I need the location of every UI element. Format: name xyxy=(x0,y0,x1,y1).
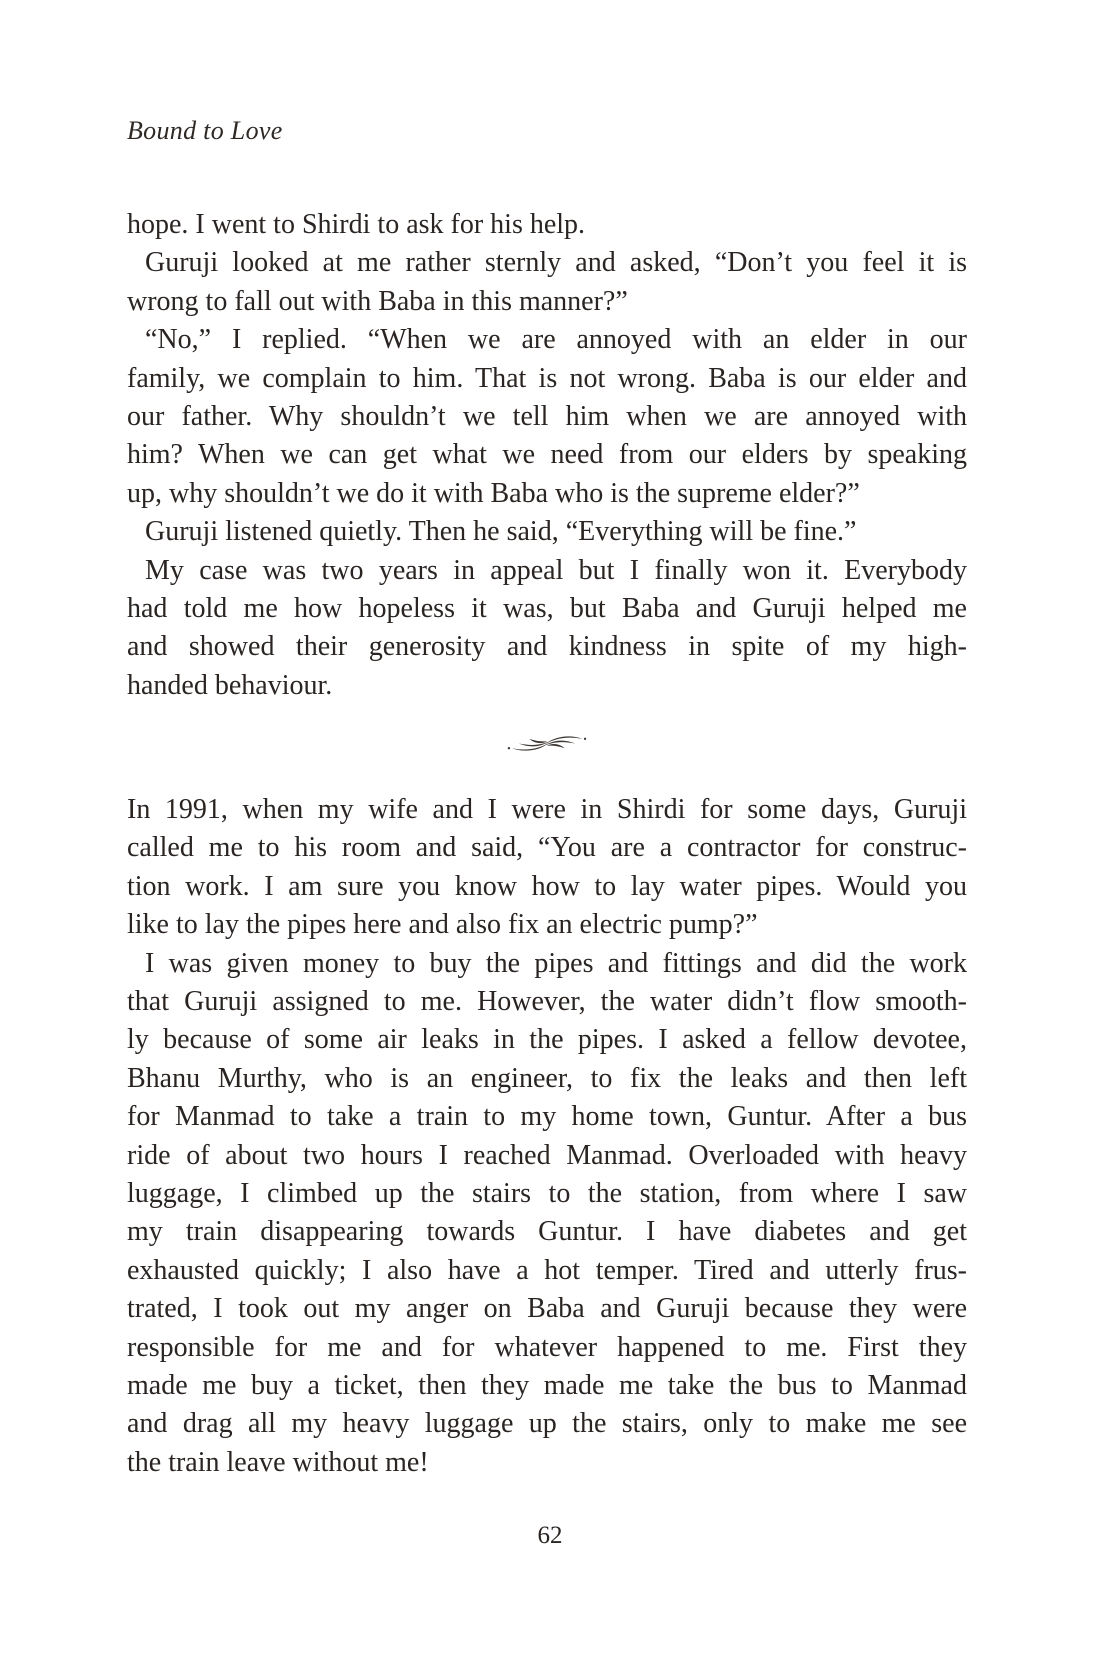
text-line: hope. I went to Shirdi to ask for his help. xyxy=(127,209,586,240)
text-line: exhausted quickly; I also have a hot temper. Tired and utterly frus- xyxy=(127,1254,967,1286)
section-divider xyxy=(127,705,967,791)
leaf-flourish-icon xyxy=(506,733,588,754)
text-line: Guruji looked at me rather sternly and asked, “Don’t you feel it is xyxy=(145,247,967,279)
text-line: that Guruji assigned to me. However, the water didn’t flow smooth- xyxy=(127,986,967,1018)
text-line: my train disappearing towards Guntur. I have diabetes and get xyxy=(127,1216,967,1248)
text-line: called me to his room and said, “You are a contractor for construc- xyxy=(127,832,967,864)
text-line: the train leave without me! xyxy=(127,1446,429,1478)
text-line: our father. Why shouldn’t we tell him when we are annoyed with xyxy=(127,400,967,432)
text-line: trated, I took out my anger on Baba and Guruji because they were xyxy=(127,1293,967,1325)
text-line: In 1991, when my wife and I were in Shirdi for some days, Guruji xyxy=(127,794,967,826)
text-line: responsible for me and for whatever happened to me. First they xyxy=(127,1331,967,1363)
text-line: like to lay the pipes here and also fix an electric pump?” xyxy=(127,909,758,941)
text-line: had told me how hopeless it was, but Baba and Guruji helped me xyxy=(127,592,967,624)
text-line: made me buy a ticket, then they made me take the bus to Manmad xyxy=(127,1369,967,1401)
text-line: Bhanu Murthy, who is an engineer, to fix the leaks and then left xyxy=(127,1062,967,1094)
text-line: handed behaviour. xyxy=(127,669,333,701)
text-line: wrong to fall out with Baba in this manner?” xyxy=(127,285,628,317)
text-line: ride of about two hours I reached Manmad. Overloaded with heavy xyxy=(127,1139,967,1171)
page-number: 62 xyxy=(537,1522,563,1549)
text-line: “No,” I replied. “When we are annoyed with an elder in our xyxy=(145,324,967,356)
text-line: family, we complain to him. That is not wrong. Baba is our elder and xyxy=(127,362,967,394)
text-line: and showed their generosity and kindness in spite of my high- xyxy=(127,631,967,663)
text-line: Guruji listened quietly. Then he said, “Everything will be fine.” xyxy=(145,516,857,548)
text-line: up, why shouldn’t we do it with Baba who is the supreme elder?” xyxy=(127,477,860,509)
text-line: luggage, I climbed up the stairs to the station, from where I saw xyxy=(127,1177,967,1209)
running-header: Bound to Love xyxy=(127,116,283,145)
text-line: tion work. I am sure you know how to lay water pipes. Would you xyxy=(127,870,967,902)
text-line: and drag all my heavy luggage up the stairs, only to make me see xyxy=(127,1408,967,1440)
text-line: My case was two years in appeal but I finally won it. Everybody xyxy=(145,554,967,586)
page-body xyxy=(127,206,967,1482)
text-line: him? When we can get what we need from our elders by speaking xyxy=(127,439,967,471)
text-line: I was given money to buy the pipes and fittings and did the work xyxy=(145,947,967,979)
text-line: ly because of some air leaks in the pipes. I asked a fellow devotee, xyxy=(127,1024,967,1056)
text-line: for Manmad to take a train to my home town, Guntur. After a bus xyxy=(127,1101,967,1133)
